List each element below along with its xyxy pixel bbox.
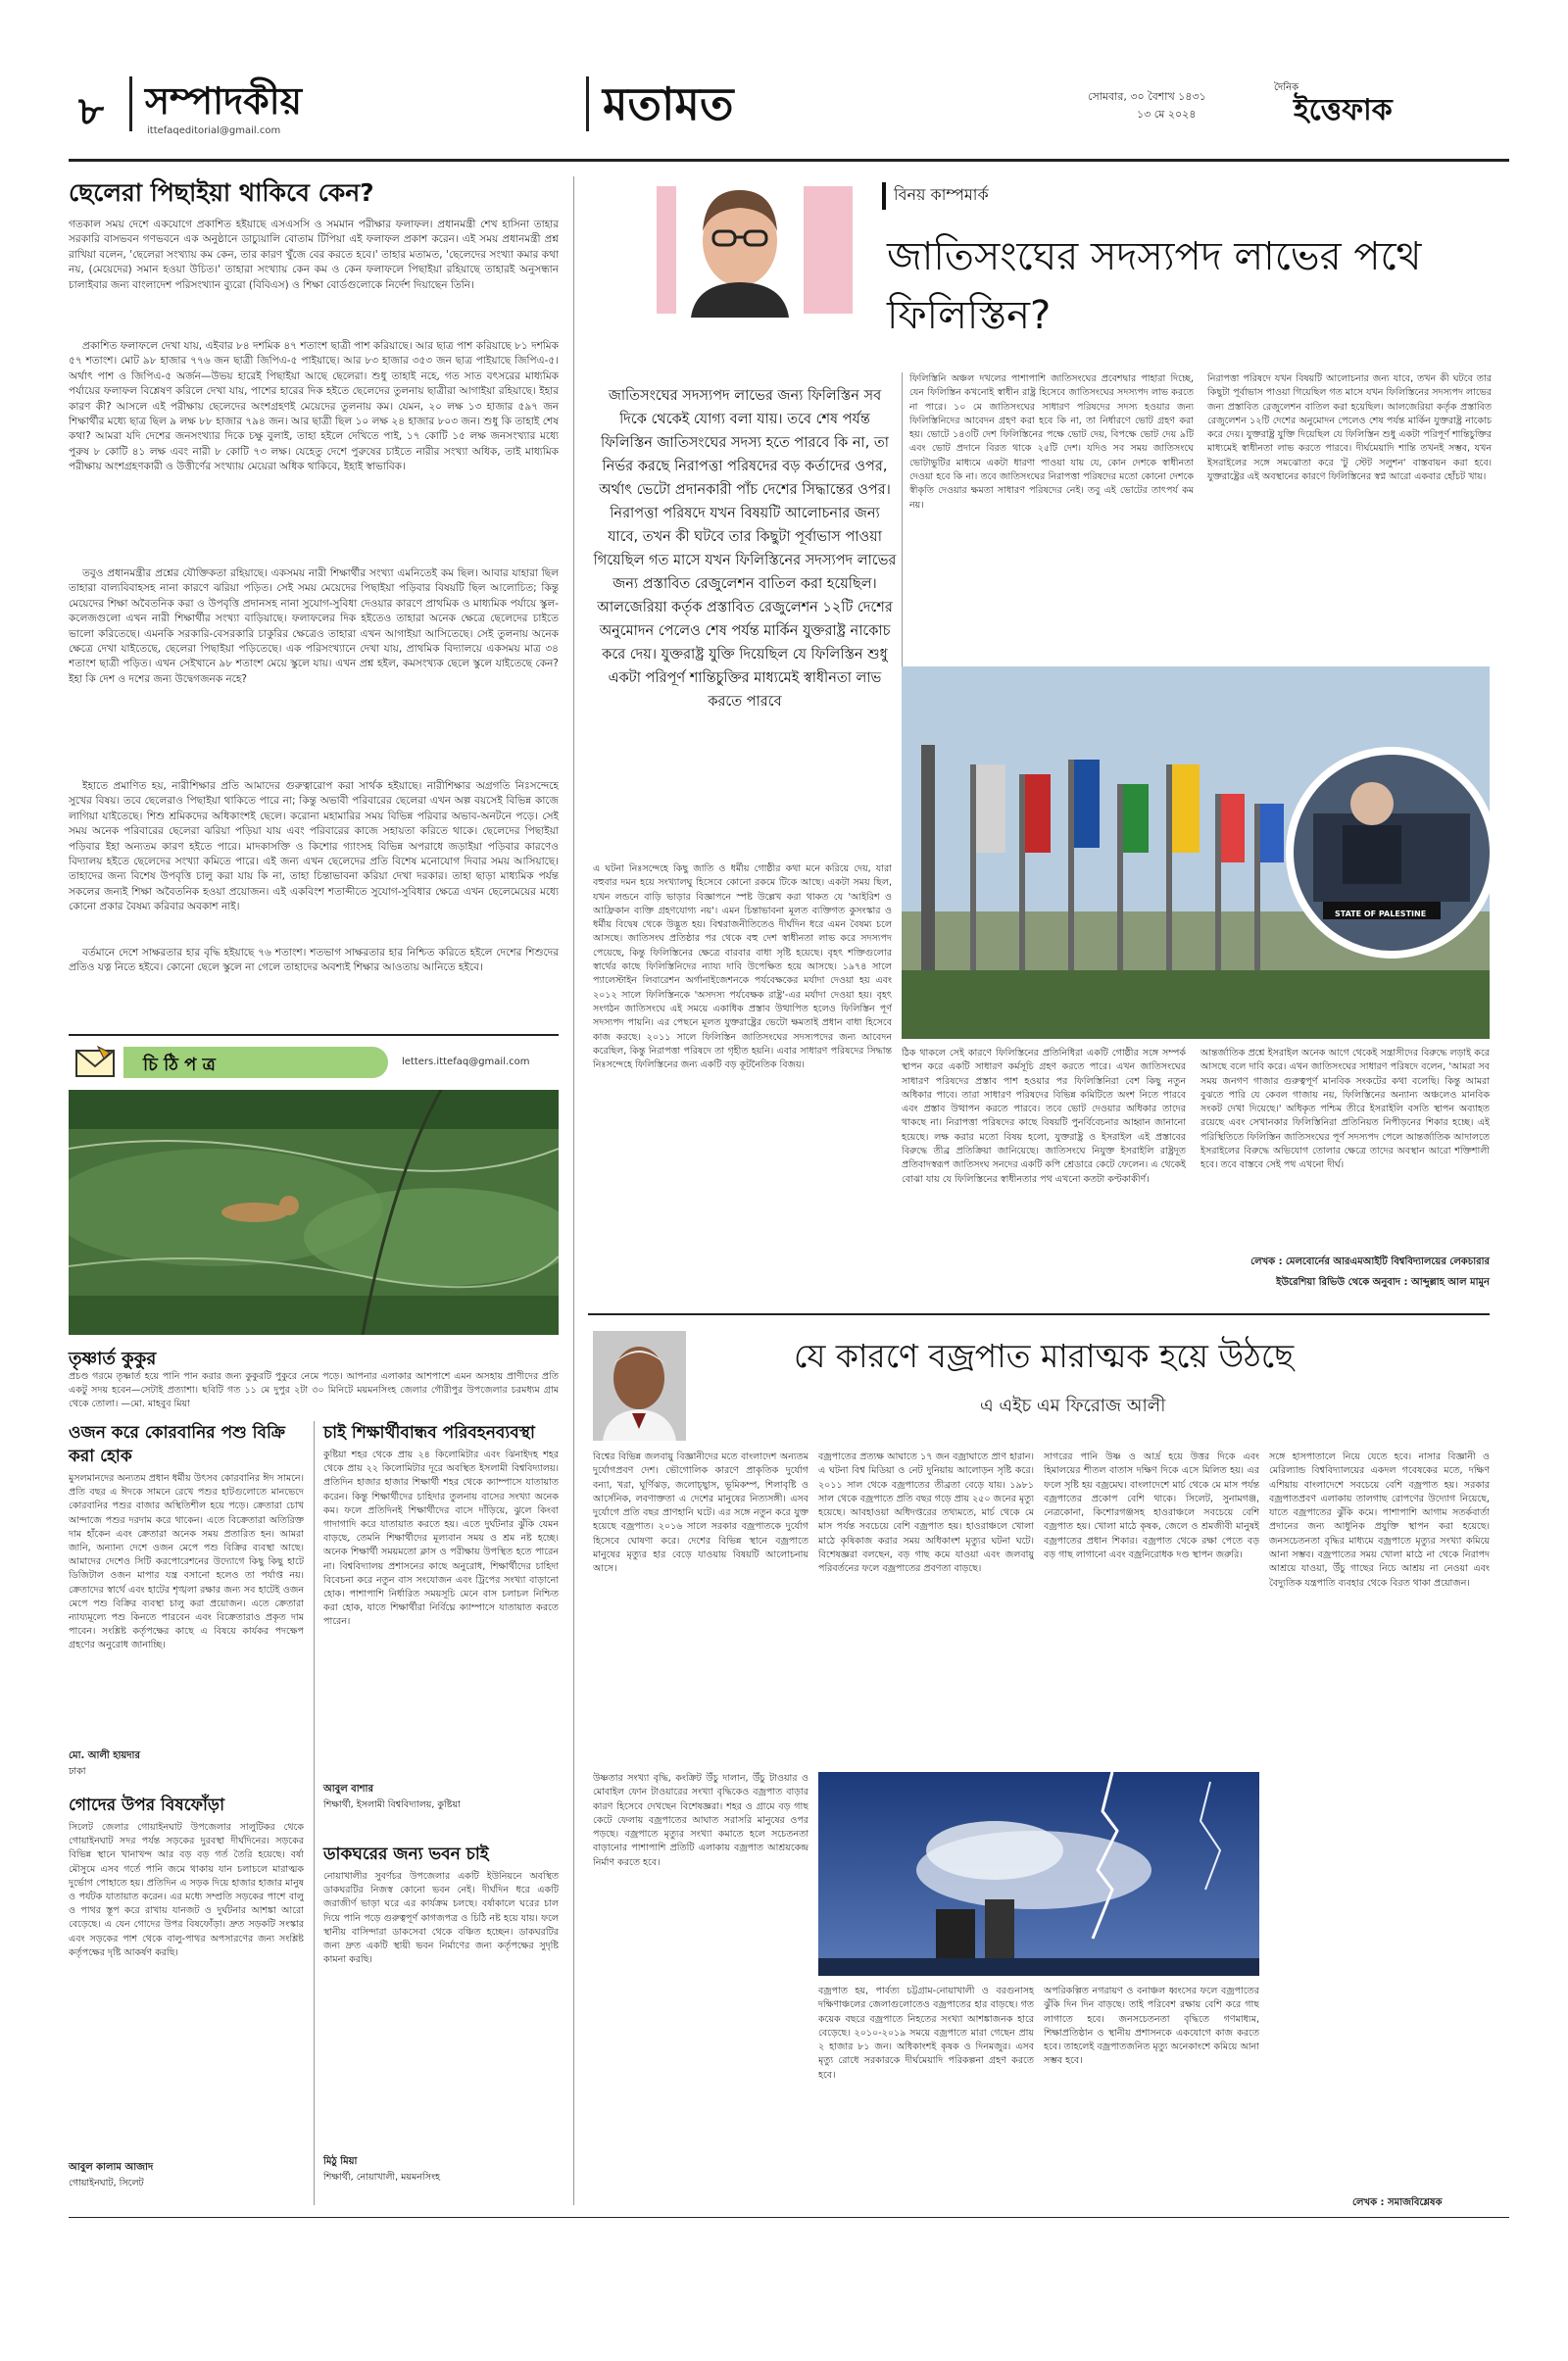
editorial-para: গতকাল সময় দেশে একযোগে প্রকাশিত হইয়াছে এসএসসি ও সমমান পরীক্ষার ফলাফল। প্রধানমন্ত্রী শেখ হাসিনা তাহার সরকারি বাসভবন গণভবনে এক অনুষ্ঠানে ডাচ্যুয়ালি বোতাম টিপিয়া এই ফলাফল প্রকাশ করেন। এই সময় প্রধানমন্ত্রী প্রশ্ন রাখিয়া বলেন, 'ছেলেরা সংখ্যায় কম কেন, তার কারণ খুঁজে বের করতে হবে।' তাহার মতামত, 'ছেলেদের সংখ্যা কমার কথা নয়, (মেয়েদের) সমান হওয়া উচিত।' তাহারা সংখ্যায় কেন কম ও কেন ফলাফলে পিছাইয়া রহিয়াছে তাহারই অনুসন্ধান চালাইবার জন্য বাংলাদেশ পরিসংখ্যান ব্যুরো (বিবিএস) ও শিক্ষা বোর্ডগুলোকে নির্দেশ দিয়াছেন তিনি। — [69, 219, 559, 291]
footer-rule — [69, 2217, 1509, 2218]
article1-title: জাতিসংঘের সদস্যপদ লাভের পথে ফিলিস্তিন? — [887, 234, 1422, 338]
translation-note: ইউরেশিয়া রিভিউ থেকে অনুবাদ : আব্দুল্লাহ আল মামুন — [1276, 1277, 1490, 1288]
letter-2 — [323, 1421, 559, 1833]
envelope-icon — [74, 1045, 116, 1080]
letter-3-place: গোয়াইনঘাট, সিলেট — [69, 2178, 144, 2189]
pull-quote — [593, 384, 897, 855]
letter-2-author: আবুল বাশার — [323, 1784, 373, 1795]
date-line-2: ১৩ মে ২০২৪ — [1137, 108, 1197, 121]
editorial-para: তবুও প্রধানমন্ত্রীর প্রশ্নের যৌক্তিকতা রহিয়াছে। একসময় নারী শিক্ষার্থীর সংখ্যা এমনিতেই কম ছিল। আবার যাহারা ছিল তাহারা বাল্যবিবাহসহ নানা কারণে ঝরিয়া পড়িত। সেই সময় মেয়েদের পিছাইয়া পড়িবার বিষয়টি ছিল আলোচিত; কিন্তু মেয়েদের শিক্ষা অবৈতনিক করা ও উপবৃত্তি প্রদানসহ নানা সুযোগ-সুবিধা দেওয়ার কারণে প্রাথমিক ও মাধ্যমিক পর্যায়ে স্কুল-কলেজগুলো এখন নারী শিক্ষার্থীর সংখ্যা বাড়িয়াছে। ফলাফলের দিক হইতেও তাহারা অনেক ক্ষেত্রে ছেলেদের চাইতে ভালো করিতেছে। এমনকি সরকারি-বেসরকারি চাকুরির ক্ষেত্রেও তাহারা এখন আগাইয়া আসিতেছে। সেই তুলনায় অনেক ক্ষেত্রে দেখা যাইতেছে, ছেলেরা পিছাইয়া পড়িতেছে। এক পরিসংখ্যানে দেখা যায়, প্রাথমিক বিদ্যালয়ে একসময় মাত্র ৩৪ শতাংশ ছাত্রী পড়িত। এখন সেইখানে ৯৮ শতাংশ মেয়ে স্কুলে যায়। এখন প্রশ্ন হইল, কমসংখ্যক ছেলে স্কুলে যাইতেছে কেন? ইহা কি দেশ ও দশের জন্য উদ্বেগজনক নহে? — [69, 567, 559, 685]
article1-col5: আন্তর্জাতিক প্রশ্নে ইসরাইল অনেক আগে থেকেই সন্ত্রাসীদের বিরুদ্ধে লড়াই করে আসছে বলে দাবি করে। এখন জাতিসংঘের সাধারণ পরিষদে বলেন, 'আমরা সব সময় জনগণ গাজার গুরুত্বপূর্ণ মানবিক সংকটের কথা বলেছি। কিন্তু আমরা বুঝতে পারি যে কেবল গাজায় নয়, ফিলিস্তিনের অন্যান্য অঞ্চলেও মানবিক সংকট দেখা দিয়েছে।' অধিকৃত পশ্চিম তীরে ইসরাইলি বসতি স্থাপন অব্যাহত রয়েছে এবং সেখানকার ফিলিস্তিনিরা প্রতিনিয়ত নিপীড়নের শিকার হচ্ছে। এই পরিস্থিতিতে ফিলিস্তিন জাতিসংঘের পূর্ণ সদস্যপদ পেলে আন্তর্জাতিক আদালতে ইসরাইলের বিরুদ্ধে অভিযোগ তোলার ক্ষেত্রে তাদের অবস্থান আরো শক্তিশালী হবে। তবে বাস্তবে সেই পথ এখনো দীর্ঘ। — [1200, 1048, 1490, 1171]
masthead — [69, 59, 1509, 157]
author2-portrait — [593, 1331, 686, 1441]
letters-header — [69, 1041, 559, 1086]
letter-4-body: নোয়াখালীর সুবর্ণচর উপজেলার একটি ইউনিয়নে অবস্থিত ডাকঘরটির নিজস্ব কোনো ভবন নেই। দীর্ঘদিন ধরে একটি জরাজীর্ণ ভাড়া ঘরে এর কার্যক্রম চলছে। বর্ষাকালে ঘরের চাল দিয়ে পানি পড়ে গুরুত্বপূর্ণ কাগজপত্র ও চিঠি নষ্ট হয়ে যায়। ফলে স্থানীয় বাসিন্দারা ডাকসেবা থেকে বঞ্চিত হচ্ছেন। ডাকঘরটির জন্য দ্রুত একটি স্থায়ী ভবন নির্মাণের জন্য কর্তৃপক্ষের সুদৃষ্টি কামনা করছি। — [323, 1871, 559, 1966]
photo-title: তৃষ্ণার্ত কুকুর — [69, 1349, 157, 1369]
letter-3-title: গোদের উপর বিষফোঁড়া — [69, 1795, 225, 1815]
dog-pond-image — [69, 1090, 559, 1335]
letter-3-body: সিলেট জেলার গোয়াইনঘাট উপজেলার সালুটিকর থেকে গোয়াইনঘাট সদর পর্যন্ত সড়কের দুরবস্থা দীর্ঘদিনের। সড়কের বিভিন্ন স্থানে খানাখন্দ আর বড় বড় গর্ত তৈরি হয়েছে। বর্ষা মৌসুমে এসব গর্তে পানি জমে থাকায় যান চলাচলে মারাত্মক দুর্ভোগ পোহাতে হয়। প্রতিদিন এ সড়ক দিয়ে হাজার হাজার মানুষ ও পর্যটক যাতায়াত করেন। এর মধ্যে সম্প্রতি সড়কের পাশে বালু ও পাথর স্তূপ করে রাখায় যানজট ও দুর্ঘটনার আশঙ্কা আরো বেড়েছে। এ যেন গোদের উপর বিষফোঁড়া। দ্রুত সড়কটি সংস্কার এবং সড়কের পাশ থেকে বালু-পাথর অপসারণের জন্য সংশ্লিষ্ট কর্তৃপক্ষের দৃষ্টি আকর্ষণ করছি। — [69, 1822, 304, 1958]
letters-title: চি ঠি প ত্র — [143, 1055, 216, 1075]
article2-title: যে কারণে বজ্রপাত মারাত্মক হয়ে উঠছে — [794, 1337, 1295, 1375]
lightning-image — [818, 1772, 1259, 1976]
column-divider — [573, 176, 574, 2205]
editorial-para: ইহাতে প্রমাণিত হয়, নারীশিক্ষার প্রতি আমাদের গুরুত্বারোপ করা সার্থক হইয়াছে। নারীশিক্ষার অগ্রগতি নিঃসন্দেহে সুখের বিষয়। তবে ছেলেরাও পিছাইয়া থাকিতে পারে না; কিন্তু অভাবী পরিবারের ছেলেরা এখন অল্প বয়সেই বিভিন্ন কাজে লাগিয়া যাইতেছে। শিশু শ্রমিকদের অধিকাংশই ছেলে। করোনা মহামারির সময় বিভিন্ন পরিবার অভাব-অনটনে পড়ে। সেই সময় অনেক পরিবারের ছেলেরা ঝরিয়া পড়িয়া যায় এবং পরিবারের কাজে সহায়তা করিতে থাকে। ছেলেদের পিছাইয়া পড়িবার ইহা অন্যতম কারণ হইতে পারে। মাদকাসক্তি ও কিশোর গ্যাংসহ বিভিন্ন অপরাধে জড়াইয়া পড়িবার কারণেও বিদ্যালয় হইতে ছেলেদের সংখ্যা কমিতে পারে। এই জন্য এখন ছেলেদের প্রতি বিশেষ মনোযোগ দিবার সময় আসিয়াছে। তাহাদের জন্য বিশেষ উপবৃত্তি চালু করা যায় কি না, তাহা চিন্তাভাবনা করিয়া দেখা দরকার। তাহা ছাড়া মাধ্যমিক পর্যন্ত সকলের জন্যই শিক্ষা অবৈতনিক হওয়া প্রয়োজন। এই একবিংশ শতাব্দীতে সুযোগ-সুবিধার ক্ষেত্রে এখন ছেলেমেয়ের মধ্যে কোনো প্রকার বৈষম্য করিবার অবকাশ নাই। — [69, 780, 559, 913]
letter-2-place: শিক্ষার্থী, ইসলামী বিশ্ববিদ্যালয়, কুষ্টিয়া — [323, 1799, 461, 1810]
letter-4-place: শিক্ষার্থী, নোয়াখালী, ময়মনসিংহ — [323, 2172, 441, 2183]
article2-col2: বজ্রপাতের প্রত্যক্ষ আঘাতে ১৭ জন বজ্রাঘাতে প্রাণ হারান। এ ঘটনা বিশ্ব মিডিয়া ও নেট দুনিয়ায় আলোড়ন সৃষ্টি করে। ২০১১ সাল থেকে বজ্রপাতের তীব্রতা বেড়ে যায়। ১৯৮১ সাল থেকে বজ্রপাতে প্রতি বছর গড়ে প্রায় ২৫০ জনের মৃত্যু হয়েছে। আবহাওয়া অধিদপ্তরের তথ্যমতে, মার্চ থেকে মে মাস পর্যন্ত সবচেয়ে বেশি বজ্রপাত হয়। হাওরাঞ্চলে খোলা মাঠে কৃষিকাজ করার সময় অধিকাংশ মৃত্যুর ঘটনা ঘটে। বিশেষজ্ঞরা বলছেন, বড় গাছ কমে যাওয়া এবং জলবায়ু পরিবর্তনের ফলে বজ্রপাতের প্রবণতা বাড়ছে। — [818, 1451, 1034, 1575]
author-portrait — [676, 180, 804, 318]
photo-caption: প্রচণ্ড গরমে তৃষ্ণার্ত হয়ে পানি পান করার জন্য কুকুরটি পুকুরে নেমে পড়ে। আপনার এলাকার আশপাশে এমন অসহায় প্রাণীদের প্রতি একটু সদয় হবেন—সেটাই প্রত্যাশা। ছবিটি গত ১১ মে দুপুর ২টা ৩০ মিনিটে ময়মনসিংহ জেলার গৌরীপুর উপজেলার চরমধ্যম গ্রাম থেকে তোলা। —মো. মাহবুব মিয়া — [69, 1371, 559, 1409]
article2-col4: সঙ্গে হাসপাতালে নিয়ে যেতে হবে। নাসার বিজ্ঞানী ও মেরিল্যান্ড বিশ্ববিদ্যালয়ের একদল গবেষকের মতে, দক্ষিণ এশিয়ায় বাংলাদেশে সবচেয়ে বেশি বজ্রপাত হয়। সরকার বজ্রপাতপ্রবণ এলাকায় তালগাছ রোপণের উদ্যোগ নিয়েছে, যাতে বজ্রপাতের ঝুঁকি কমে। পাশাপাশি আগাম সতর্কবার্তা প্রদানের জন্য আধুনিক প্রযুক্তি স্থাপন করা হয়েছে। জনসচেতনতা বৃদ্ধির মাধ্যমে বজ্রপাতে মৃত্যুর সংখ্যা কমিয়ে আনা সম্ভব। বজ্রপাতের সময় খোলা মাঠে না থেকে নিরাপদ আশ্রয়ে যাওয়া, উঁচু গাছের নিচে আশ্রয় না নেওয়া এবং বৈদ্যুতিক যন্ত্রপাতি ব্যবহার থেকে বিরত থাকা প্রয়োজন। — [1269, 1451, 1490, 1589]
letters-rule — [69, 1034, 559, 1036]
letter-4-author: মিঠু মিয়া — [323, 2156, 358, 2167]
letter-1-place: ঢাকা — [69, 1766, 86, 1777]
paper-logo — [1274, 80, 1450, 129]
divider — [129, 76, 132, 131]
paper-logo-name: ইত্তেফাক — [1294, 93, 1393, 127]
editorial-para: বর্তমানে দেশে সাক্ষরতার হার বৃদ্ধি হইয়াছে ৭৬ শতাংশ। শতভাগ সাক্ষরতার হার নিশ্চিত করিতে হইলে দেশের শিশুদের প্রতিও যত্ন নিতে হইবে। কোনো ছেলে স্কুলে না গেলে তাহাদের অবশ্যই শিক্ষার আওতায় আনিতে হইবে। — [69, 947, 559, 974]
date-line-1: সোমবার, ৩০ বৈশাখ ১৪৩১ — [1088, 90, 1206, 103]
letter-3-author: আবুল কালাম আজাদ — [69, 2162, 154, 2173]
article2-col5: উষ্ণতার সংখ্যা বৃদ্ধি, কংক্রিট উঁচু দালান, উঁচু টাওয়ার ও মোবাইল ফোন টাওয়ারের সংখ্যা বৃদ্ধিকেও বজ্রপাত বাড়ার কারণ হিসেবে দেখছেন বিশেষজ্ঞরা। শহর ও গ্রামে বড় গাছ কেটে ফেলায় বজ্রপাতের আঘাত সরাসরি মানুষের ওপর পড়ছে। বজ্রপাতে মৃত্যুর সংখ্যা কমাতে হলে সচেতনতা বাড়ানোর পাশাপাশি প্রতিটি এলাকায় বজ্রপাত আশ্রয়কেন্দ্র নির্মাণ করতে হবে। — [593, 1773, 808, 1868]
editorial-title: ছেলেরা পিছাইয়া থাকিবে কেন? — [69, 178, 374, 207]
letter-2-title: চাই শিক্ষার্থীবান্ধব পরিবহনব্যবস্থা — [323, 1423, 535, 1443]
letter-3 — [69, 1794, 304, 2205]
letter-2-body: কুষ্টিয়া শহর থেকে প্রায় ২৪ কিলোমিটার এবং ঝিনাইদহ শহর থেকে প্রায় ২২ কিলোমিটার দূরে অবস্থিত ইসলামী বিশ্ববিদ্যালয়। প্রতিদিন হাজার হাজার শিক্ষার্থী শহর থেকে ক্যাম্পাসে যাতায়াত করেন। কিন্তু শিক্ষার্থীদের চাহিদার তুলনায় বাসের সংখ্যা অনেক কম। ফলে প্রতিদিনই শিক্ষার্থীদের বাসে দাঁড়িয়ে, ঝুলে কিংবা গাদাগাদি করে যাতায়াত করতে হয়। এতে দুর্ঘটনার ঝুঁকি যেমন বাড়ছে, তেমনি শিক্ষার্থীদের মূল্যবান সময় ও শ্রম নষ্ট হচ্ছে। অনেক শিক্ষার্থী সময়মতো ক্লাস ও পরীক্ষায় উপস্থিত হতে পারেন না। বিশ্ববিদ্যালয় প্রশাসনের কাছে অনুরোধ, শিক্ষার্থীদের চাহিদা বিবেচনা করে নতুন বাস সংযোজন এবং ট্রিপের সংখ্যা বাড়ানো হোক। পাশাপাশি নির্ধারিত সময়সূচি মেনে বাস চলাচল নিশ্চিত করা হোক, যাতে শিক্ষার্থীরা নির্বিঘ্নে ক্যাম্পাসে যাতায়াত করতে পারেন। — [323, 1450, 559, 1628]
article2-col3: সাগরের পানি উষ্ণ ও আর্দ্র হয়ে উত্তর দিকে এবং হিমালয়ের শীতল বাতাস দক্ষিণ দিকে এসে মিলিত হয়। এর ফলে সৃষ্টি হয় বজ্রমেঘ। বাংলাদেশে মার্চ থেকে মে মাস পর্যন্ত বজ্রপাতের প্রকোপ বেশি থাকে। সিলেট, সুনামগঞ্জ, নেত্রকোনা, কিশোরগঞ্জসহ হাওরাঞ্চলে সবচেয়ে বেশি বজ্রপাত হয়। খোলা মাঠে কৃষক, জেলে ও শ্রমজীবী মানুষই বজ্রপাতের প্রধান শিকার। বজ্রপাত থেকে রক্ষা পেতে বড় বড় গাছ লাগানো এবং বজ্রনিরোধক দণ্ড স্থাপন জরুরি। — [1044, 1451, 1259, 1561]
editorial-para: প্রকাশিত ফলাফলে দেখা যায়, এইবার ৮৪ দশমিক ৪৭ শতাংশ ছাত্রী পাশ করিয়াছে। আর ছাত্র পাশ করিয়াছে ৮১ দশমিক ৫৭ শতাংশ। মোট ৯৮ হাজার ৭৭৬ জন ছাত্রী জিপিএ-৫ পাইয়াছে। আর ৮৩ হাজার ৩৫৩ জন ছাত্র পাইয়াছে জিপিএ-৫। অর্থাৎ পাশ ও জিপিএ-৫ অর্জন—উভয় হারেই পিছাইয়া আছে ছেলেরা। শুধু তাহাই নহে, গত সাত বৎসরের মাধ্যমিক পর্যায়ের ফলাফল বিশ্লেষণ করিলে দেখা যায়, পাশের হারের দিক হইতে ছেলেদের তুলনায় ছাত্রীরা আগাইয়া রহিয়াছে। ইহার কারণ কী? আসলে এই পরীক্ষায় ছেলেদের অংশগ্রহণই মেয়েদের তুলনায় কম। যেমন, ২০ লক্ষ ১৩ হাজার ৫৯৭ জন শিক্ষার্থীর মধ্যে ছাত্র ছিল ৯ লক্ষ ৮৮ হাজার ৭৯৪ জন। আর ছাত্রী ছিল ১০ লক্ষ ২৪ হাজার ৮০৩ জন। শুধু কি তাহাই শেষ কথা? আমরা যদি দেশের জনসংখ্যার দিকে চক্ষু বুলাই, তাহা হইলে দেখিতে পাই, ১৭ কোটি ১৫ লক্ষ জনসংখ্যার মধ্যে পুরুষ ৮ কোটি ৪১ লক্ষ এবং নারী ৮ কোটি ৭৩ লক্ষ। যেহেতু দেশে পুরুষের চাইতে নারীর সংখ্যা অধিক, তাই মাধ্যমিক পরীক্ষায় অংশগ্রহণকারী ও উত্তীর্ণের সংখ্যায় মেয়েরা অধিক থাকিবে, ইহাই স্বাভাবিক। — [69, 340, 559, 473]
letters-divider — [314, 1421, 315, 2205]
un-flags-photo — [902, 666, 1490, 1039]
author2-photo — [593, 1331, 686, 1441]
section-email[interactable]: ittefaqeditorial@gmail.com — [147, 125, 281, 136]
flag-sign: STATE OF PALESTINE — [1335, 910, 1427, 918]
author-photo — [657, 186, 853, 314]
article1-byline — [1200, 1254, 1490, 1294]
byline-label: লেখক : — [1250, 1256, 1283, 1267]
author-tag — [882, 182, 1176, 210]
letter-1-title: ওজন করে কোরবানির পশু বিক্রি করা হোক — [69, 1423, 286, 1466]
letter-1 — [69, 1421, 304, 1784]
article2-col7: অপরিকল্পিত নগরায়ণ ও বনাঞ্চল ধ্বংসের ফলে বজ্রপাতের ঝুঁকি দিন দিন বাড়ছে। তাই পরিবেশ রক্ষায় বেশি করে গাছ লাগাতে হবে। জনসচেতনতা বৃদ্ধিতে গণমাধ্যম, শিক্ষাপ্রতিষ্ঠান ও স্থানীয় প্রশাসনকে একযোগে কাজ করতে হবে। তাহলেই বজ্রপাতজনিত মৃত্যু অনেকাংশে কমিয়ে আনা সম্ভব হবে। — [1044, 1986, 1259, 2067]
article1-col1: ফিলিস্তিনি অঞ্চল দখলের পাশাপাশি জাতিসংঘের প্রবেশদ্বার পাহারা দিচ্ছে, যেন ফিলিস্তিন কখনোই স্বাধীন রাষ্ট্র হিসেবে জাতিসংঘের সদস্যপদ লাভ করতে না পারে। ১০ মে জাতিসংঘের সাধারণ পরিষদের সদস্য হওয়ার জন্য ফিলিস্তিনিদের আবেদন গ্রহণ করা হবে কি না, তা নির্ধারণে ভোট গ্রহণ করা হয়। ভোটে ১৪৩টি দেশ ফিলিস্তিনের পক্ষে ভোট দেয়, বিপক্ষে ভোট দেয় ৯টি এবং ভোট প্রদানে বিরত থাকে ২৫টি দেশ। যদিও সব সময় জাতিসংঘে ভোটাভুটির মাধ্যমে একটা ধারণা পাওয়া যায় যে, কোন দেশকে স্বাধীনতা দেওয়া হবে কি না। তবে জাতিসংঘের নিরাপত্তা পরিষদের মতো কোনো দেশকে স্বীকৃতি দেওয়ার ক্ষমতা সাধারণ পরিষদের নেই। তবু এই ভোটের তাৎপর্য কম নয়। — [909, 373, 1194, 511]
letters-email[interactable]: letters.ittefaq@gmail.com — [402, 1057, 530, 1067]
article2-col1: বিশ্বের বিভিন্ন জলবায়ু বিজ্ঞানীদের মতে বাংলাদেশ অন্যতম দুর্যোগপ্রবণ দেশ। ভৌগোলিক কারণে প্রাকৃতিক দুর্যোগ বন্যা, খরা, ঘূর্ণিঝড়, জলোচ্ছ্বাস, ভূমিকম্প, শিলাবৃষ্টি ও আর্সেনিক, লবণাক্ততা এ দেশের মানুষের নিত্যসঙ্গী। এসব দুর্যোগে প্রতি বছর প্রাণহানি ঘটে। এর সঙ্গে নতুন করে যুক্ত হয়েছে বজ্রপাত। ২০১৬ সালে সরকার বজ্রপাতকে দুর্যোগ হিসেবে ঘোষণা করে। দেশের বিভিন্ন স্থানে বজ্রপাতে মানুষের মৃত্যুর হার বেড়ে যাওয়ায় বিষয়টি আলোচনায় আসে। — [593, 1451, 808, 1575]
article2-author: এ এইচ এম ফিরোজ আলী — [980, 1396, 1166, 1416]
byline-text: মেলবোর্নের আরএমআইটি বিশ্ববিদ্যালয়ের লেকচারার — [1285, 1256, 1490, 1267]
lightning-photo — [818, 1772, 1259, 1976]
flags-image — [902, 666, 1490, 1039]
editorial — [69, 176, 559, 1000]
divider — [586, 76, 589, 131]
article1-col4: ঠিক থাকলে সেই কারণে ফিলিস্তিনের প্রতিনিধিরা একটি গোষ্ঠীর সঙ্গে সম্পর্ক স্থাপন করে একটি সাধারণ কর্মসূচি গ্রহণ করতে পারে। এখন জাতিসংঘের সাধারণ পরিষদের প্রস্তাব পাশ হওয়ার পর ফিলিস্তিনিরা বেশ কিছু নতুন অধিকার পাবে। তারা সাধারণ পরিষদের বিভিন্ন কমিটিতে অংশ নিতে পারবে এবং প্রস্তাব উত্থাপন করতে পারবে। তবে ভোট দেওয়ার অধিকার তাদের থাকছে না। নিরাপত্তা পরিষদের কাছে বিষয়টি পুনর্বিবেচনার আহ্বান জানানো হয়েছে। লক্ষ করার মতো বিষয় হলো, যুক্তরাষ্ট্র ও ইসরাইল এই প্রস্তাবের বিরুদ্ধে তীব্র প্রতিক্রিয়া জানিয়েছে। জাতিসংঘে নিযুক্ত ইসরাইলি রাষ্ট্রদূত প্রতিবাদস্বরূপ জাতিসংঘ সনদের একটি কপি শ্রেডারে কেটে ফেলেন। এ থেকেই বোঝা যায় যে ফিলিস্তিনের স্বাধীনতার পথ এখনো কতটা কণ্টকাকীর্ণ। — [902, 1048, 1186, 1185]
article1-col2: নিরাপত্তা পরিষদে যখন বিষয়টি আলোচনার জন্য যাবে, তখন কী ঘটবে তার কিছুটা পূর্বাভাস পাওয়া গিয়েছিল গত মাসে যখন ফিলিস্তিনের সদস্যপদ লাভের জন্য প্রস্তাবিত রেজুলেশন বাতিল করা হয়েছিল। আলজেরিয়া কর্তৃক প্রস্তাবিত রেজুলেশন ১২টি দেশের অনুমোদন পেলেও শেষ পর্যন্ত মার্কিন যুক্তরাষ্ট্র নাকোচ করে দেয়। যুক্তরাষ্ট্র যুক্তি দিয়েছিল যে ফিলিস্তিন শুধু একটা পরিপূর্ণ শান্তিচুক্তির মাধ্যমেই স্বাধীনতা লাভ করতে পারবে। দীর্ঘমেয়াদি শান্তি তখনই সম্ভব, যখন ইসরাইলের সঙ্গে সমঝোতা করে 'টু স্টেট সলুশন' বাস্তবায়ন করা হবে। যুক্তরাষ্ট্রের এই অবস্থানের কারণে ফিলিস্তিনের স্বপ্ন আরো একবার হোঁচট খায়। — [1207, 373, 1492, 483]
article2-rule — [588, 1313, 1490, 1315]
section-title: সম্পাদকীয় — [145, 79, 302, 123]
letter-1-body: মুসলমানদের অন্যতম প্রধান ধর্মীয় উৎসব কোরবানির ঈদ সামনে। প্রতি বছর এ ঈদকে সামনে রেখে পশুর হাটগুলোতে মানভেদে কোরবানির পশুর বাজার অস্থিতিশীল হয়ে পড়ে। ক্রেতারা চোখ আন্দাজে পশুর দরদাম করে থাকেন। এতে বিক্রেতারা অতিরিক্ত দাম হাঁকেন এবং ক্রেতারা অনেক সময় প্রতারিত হন। আমরা জানি, অন্যান্য দেশে ওজন মেপে পশু বিক্রির ব্যবস্থা আছে। আমাদের দেশেও সিটি করপোরেশনের উদ্যোগে কিছু কিছু হাটে ডিজিটাল ওজন মাপার যন্ত্র বসানো হলেও তা পর্যাপ্ত নয়। ক্রেতাদের স্বার্থে এবং হাটের শৃঙ্খলা রক্ষার জন্য সব হাটেই ওজন মেপে পশু বিক্রির ব্যবস্থা চালু করা প্রয়োজন। এতে ক্রেতারা ন্যায্যমূল্যে পশু কিনতে পারবেন এবং বিক্রেতারাও প্রকৃত দাম পাবেন। সংশ্লিষ্ট কর্তৃপক্ষের কাছে এ বিষয়ে কার্যকর পদক্ষেপ গ্রহণের অনুরোধ জানাচ্ছি। — [69, 1473, 304, 1651]
paper-logo-small: দৈনিক — [1274, 82, 1299, 93]
letter-4 — [323, 1843, 559, 2205]
masthead-rule — [69, 159, 1509, 162]
dog-photo — [69, 1090, 559, 1335]
pull-quote-text: জাতিসংঘের সদস্যপদ লাভের জন্য ফিলিস্তিন সব দিকে থেকেই যোগ্য বলা যায়। তবে শেষ পর্যন্ত ফিলিস্তিন জাতিসংঘের সদস্য হতে পারবে কি না, তা নির্ভর করছে নিরাপত্তা পরিষদের বড় কর্তাদের ওপর, অর্থাৎ ভেটো প্রদানকারী পাঁচ দেশের সিদ্ধান্তের ওপর। নিরাপত্তা পরিষদে যখন বিষয়টি আলোচনার জন্য যাবে, তখন কী ঘটবে তার কিছুটা পূর্বাভাস পাওয়া গিয়েছিল গত মাসে যখন ফিলিস্তিনের সদস্যপদ লাভের জন্য প্রস্তাবিত রেজুলেশন বাতিল করা হয়েছিল। আলজেরিয়া কর্তৃক প্রস্তাবিত রেজুলেশন ১২টি দেশের অনুমোদন পেলেও শেষ পর্যন্ত মার্কিন যুক্তরাষ্ট্র নাকোচ করে দেয়। যুক্তরাষ্ট্র যুক্তি দিয়েছিল যে ফিলিস্তিন শুধু একটা পরিপূর্ণ শান্তিচুক্তির মাধ্যমেই স্বাধীনতা লাভ করতে পারবে — [593, 388, 897, 710]
article1-col3: এ ঘটনা নিঃসন্দেহে কিছু জাতি ও ধর্মীয় গোষ্ঠীর কথা মনে করিয়ে দেয়, যারা বহুবার দমন হয়ে সংখ্যালঘু হিসেবে কোনো রকমে টিকে আছে। একটা সময় ছিল, যখন লন্ডনে বাড়ি ভাড়ার বিজ্ঞাপনে স্পষ্ট উল্লেখ করা থাকত যে 'আইরিশ ও আফ্রিকান ব্যক্তি গ্রহণযোগ্য নয়'। এমন চিন্তাভাবনা মূলত ব্যক্তিগত কুসংস্কার ও ধর্মীয় বিদ্বেষ থেকে উদ্ভূত হয়। বিশ্বরাজনীতিতেও দীর্ঘদিন ধরে এমন বৈষম্য চলে আসছে। জাতিসংঘ প্রতিষ্ঠার পর থেকে বহু দেশ স্বাধীনতা লাভ করে সদস্যপদ পেয়েছে, কিন্তু ফিলিস্তিনের ক্ষেত্রে বারবার বাধা সৃষ্টি হয়েছে। বৃহৎ শক্তিগুলোর স্বার্থের কাছে ফিলিস্তিনিদের ন্যায্য দাবি উপেক্ষিত হয়ে আসছে। ১৯৭৪ সালে প্যালেস্টাইন লিবারেশন অর্গানাইজেশনকে পর্যবেক্ষকের মর্যাদা দেওয়া হয় এবং ২০১২ সালে ফিলিস্তিনকে 'অসদস্য পর্যবেক্ষক রাষ্ট্র'-এর মর্যাদা দেওয়া হয়। বৃহৎ সংগঠন জাতিসংঘে এই সময়ে একাধিক প্রস্তাব উত্থাপিত হলেও ফিলিস্তিন পূর্ণ সদস্যপদ পায়নি। এর পেছনে মূলত যুক্তরাষ্ট্রের ভেটো ক্ষমতাই প্রধান বাধা হিসেবে কাজ করছে। ২০১১ সালে ফিলিস্তিন জাতিসংঘের সদস্যপদের জন্য আবেদন করেছিল, কিন্তু নিরাপত্তা পরিষদে তা গৃহীত হয়নি। এবার সাধারণ পরিষদের সিদ্ধান্ত নিঃসন্দেহে ফিলিস্তিনের জন্য একটি বড় কূটনৈতিক বিজয়। — [593, 863, 892, 1071]
article2-col6: বজ্রপাত হয়, পার্বত্য চট্টগ্রাম-নোয়াখালী ও বরগুনাসহ দক্ষিণাঞ্চলের জেলাগুলোতেও বজ্রপাতের হার বাড়ছে। গত কয়েক বছরে বজ্রপাতে নিহতের সংখ্যা আশঙ্কাজনক হারে বেড়েছে। ২০১০-২০১৯ সময়ে বজ্রপাতে মারা গেছেন প্রায় ২ হাজার ৮১ জন। অধিকাংশই কৃষক ও দিনমজুর। এসব মৃত্যু রোধে সরকারকে দীর্ঘমেয়াদি পরিকল্পনা গ্রহণ করতে হবে। — [818, 1986, 1034, 2081]
article2-byline: লেখক : সমাজবিশ্লেষক — [1352, 2197, 1443, 2208]
author-name: বিনয় কাম্পমার্ক — [894, 185, 989, 204]
page-number: ৮ — [78, 89, 104, 134]
opinion-title: মতামত — [603, 77, 734, 130]
letter-1-author: মো. আলী হায়দার — [69, 1750, 140, 1761]
letter-4-title: ডাকঘরের জন্য ভবন চাই — [323, 1845, 489, 1864]
